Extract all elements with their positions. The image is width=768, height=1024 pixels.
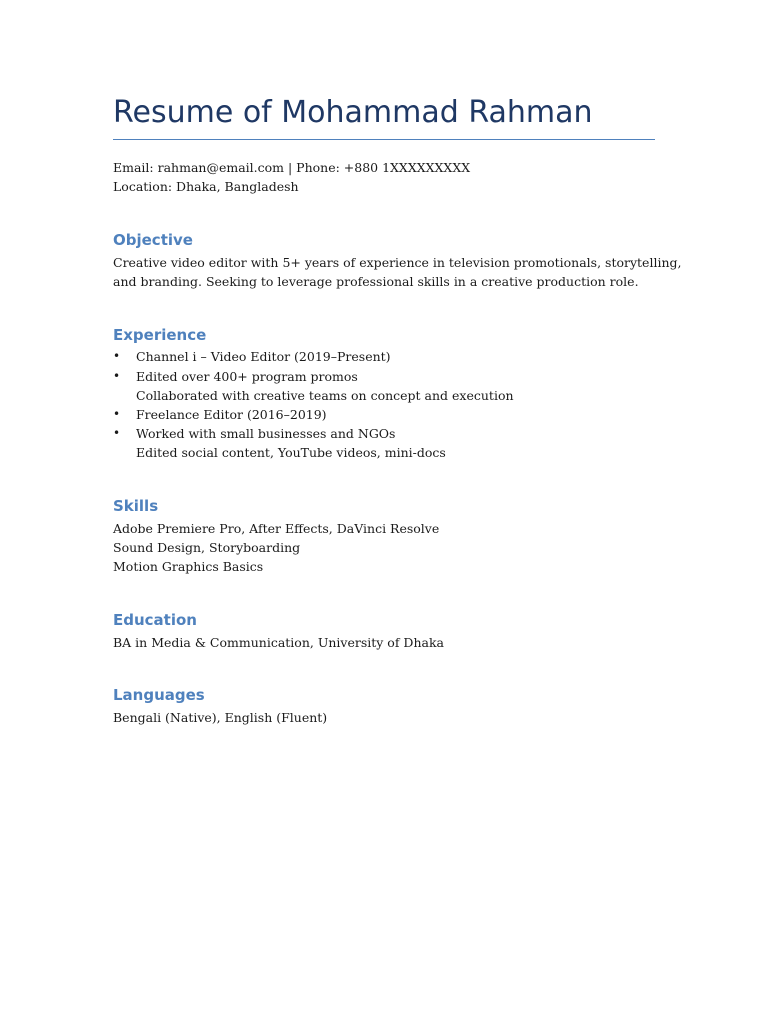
experience-item: Edited over 400+ program promos [136, 369, 358, 384]
skills-line: Sound Design, Storyboarding [113, 540, 301, 555]
experience-item: Edited social content, YouTube videos, mini-docs [136, 445, 446, 460]
contact-line: Email: rahman@email.com | Phone: +880 1XXXXXXXXX [113, 160, 471, 175]
skills-line: Adobe Premiere Pro, After Effects, DaVinci Resolve [113, 521, 440, 536]
location-line: Location: Dhaka, Bangladesh [113, 179, 299, 194]
skills-heading: Skills [113, 497, 159, 515]
objective-text-line: and branding. Seeking to leverage professional skills in a creative production role. [113, 274, 639, 289]
document-title: Resume of Mohammad Rahman [113, 95, 593, 130]
experience-heading: Experience [113, 326, 207, 344]
bullet-icon: • [113, 426, 121, 440]
bullet-icon: • [113, 407, 121, 421]
experience-item: Channel i – Video Editor (2019–Present) [136, 349, 391, 364]
objective-text-line: Creative video editor with 5+ years of experience in television promotionals, storytelling, [113, 255, 682, 270]
objective-heading: Objective [113, 231, 193, 249]
title-underline-rule [113, 139, 655, 140]
skills-line: Motion Graphics Basics [113, 559, 264, 574]
education-line: BA in Media & Communication, University of Dhaka [113, 635, 444, 650]
languages-line: Bengali (Native), English (Fluent) [113, 710, 328, 725]
education-heading: Education [113, 611, 197, 629]
bullet-icon: • [113, 369, 121, 383]
experience-item: Worked with small businesses and NGOs [136, 426, 396, 441]
experience-item: Freelance Editor (2016–2019) [136, 407, 327, 422]
bullet-icon: • [113, 349, 121, 363]
experience-item: Collaborated with creative teams on concept and execution [136, 388, 514, 403]
languages-heading: Languages [113, 686, 205, 704]
